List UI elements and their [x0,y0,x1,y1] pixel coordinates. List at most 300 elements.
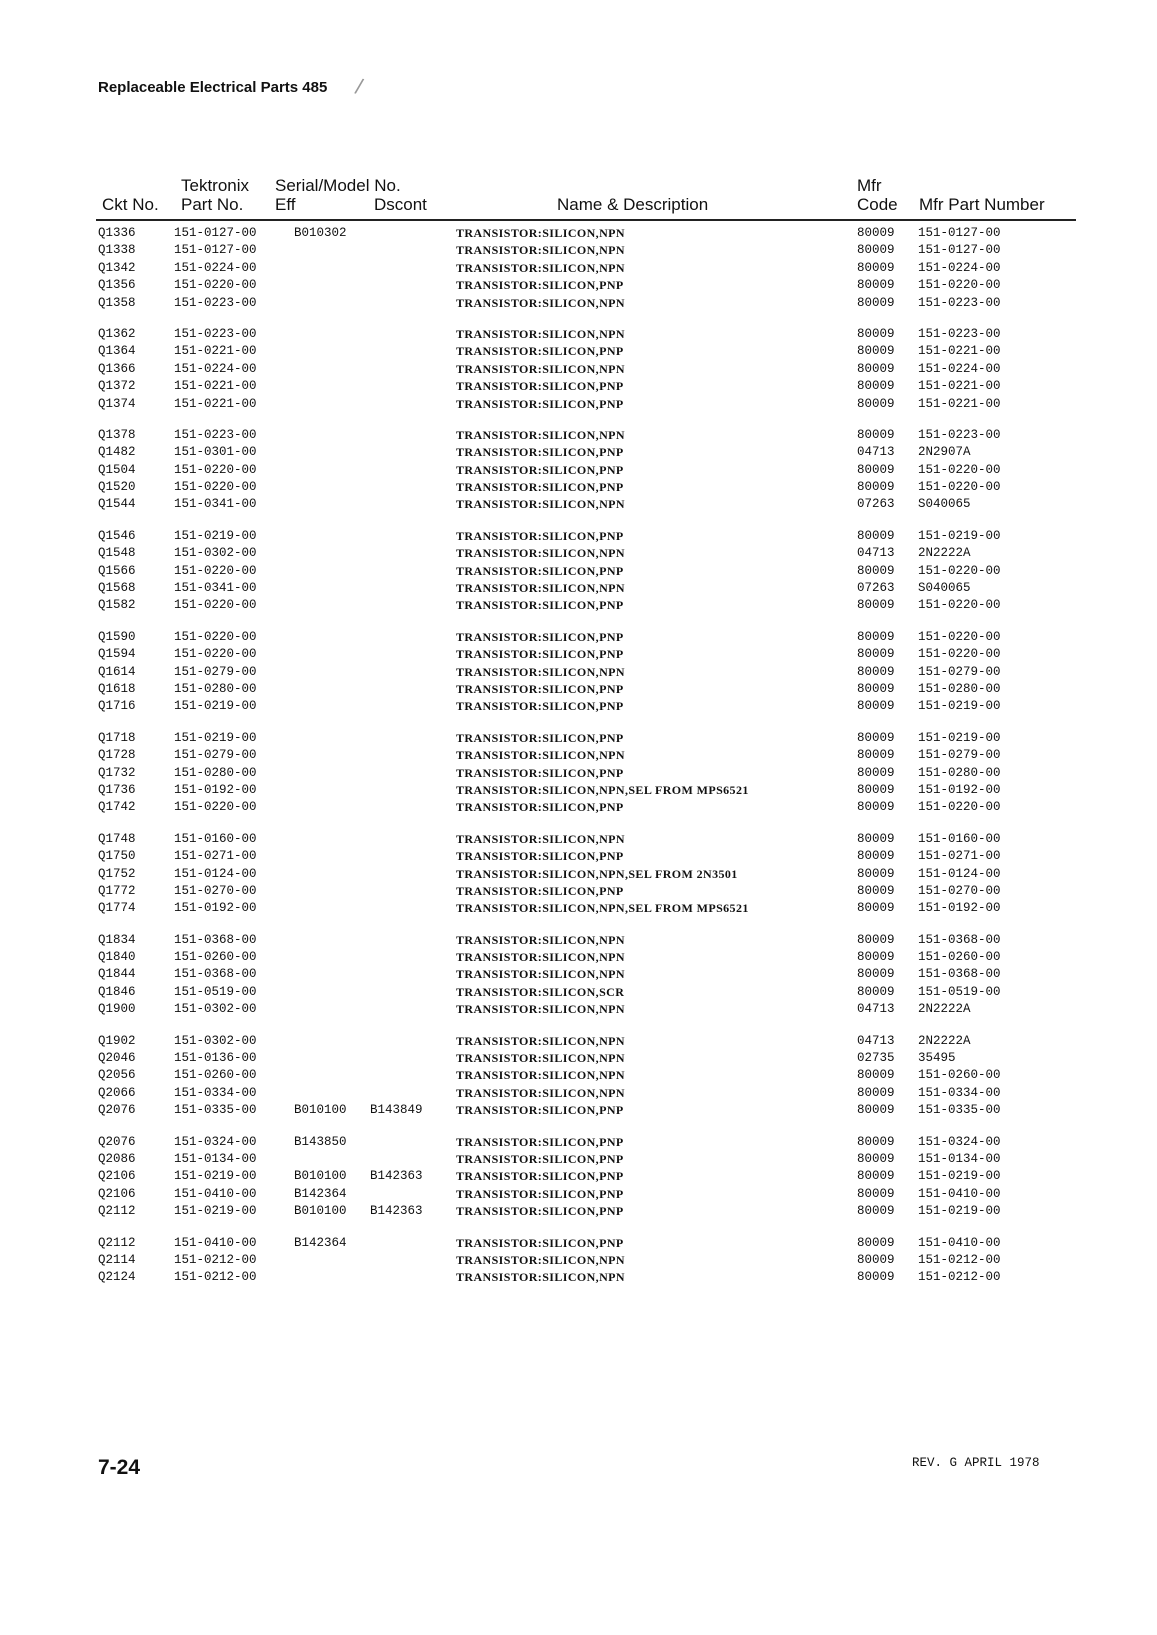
description-cell: TRANSISTOR:SILICON,NPN [456,932,625,947]
ckt-no-cell: Q2086 [98,1151,136,1166]
header-divider [96,219,1076,221]
part-no-cell: 151-0223-00 [174,326,257,341]
table-row [0,327,1157,344]
mfr-code-cell: 80009 [857,1085,895,1100]
eff-serial-cell: B010100 [294,1169,347,1184]
eff-serial-cell: B010100 [294,1204,347,1219]
row-group [0,1034,1157,1121]
part-no-cell: 151-0519-00 [174,984,257,999]
mfr-part-number-cell: 151-0124-00 [918,866,1001,881]
mfr-part-number-cell: 151-0223-00 [918,427,1001,442]
description-cell: TRANSISTOR:SILICON,NPN [456,664,625,679]
mfr-code-cell: 80009 [857,563,895,578]
table-row [0,1103,1157,1120]
ckt-no-cell: Q1504 [98,462,136,477]
col-header-name-description: Name & Description [557,195,709,214]
col-header-part-no: Part No. [181,195,244,214]
mfr-part-number-cell: 151-0279-00 [918,664,1001,679]
mfr-code-cell: 80009 [857,1151,895,1166]
mfr-code-cell: 80009 [857,1186,895,1201]
ckt-no-cell: Q1718 [98,730,136,745]
description-cell: TRANSISTOR:SILICON,NPN [456,295,625,310]
table-row [0,832,1157,849]
mfr-code-cell: 80009 [857,462,895,477]
table-row [0,901,1157,918]
mfr-part-number-cell: 151-0220-00 [918,462,1001,477]
description-cell: TRANSISTOR:SILICON,PNP [456,480,624,495]
table-row [0,546,1157,563]
table-row [0,397,1157,414]
table-row [0,884,1157,901]
ckt-no-cell: Q1366 [98,361,136,376]
mfr-part-number-cell: 151-0212-00 [918,1270,1001,1285]
ckt-no-cell: Q1590 [98,629,136,644]
part-no-cell: 151-0224-00 [174,361,257,376]
mfr-code-cell: 80009 [857,831,895,846]
mfr-code-cell: 80009 [857,1252,895,1267]
table-row [0,849,1157,866]
mfr-part-number-cell: 151-0280-00 [918,681,1001,696]
part-no-cell: 151-0136-00 [174,1051,257,1066]
mfr-code-cell: 80009 [857,932,895,947]
pen-mark: / [352,73,366,100]
mfr-code-cell: 80009 [857,967,895,982]
mfr-code-cell: 80009 [857,396,895,411]
table-row [0,1002,1157,1019]
part-no-cell: 151-0270-00 [174,883,257,898]
part-no-cell: 151-0302-00 [174,1002,257,1017]
mfr-code-cell: 80009 [857,528,895,543]
mfr-part-number-cell: 151-0219-00 [918,730,1001,745]
mfr-code-cell: 80009 [857,1235,895,1250]
ckt-no-cell: Q1336 [98,226,136,240]
description-cell: TRANSISTOR:SILICON,NPN [456,1252,625,1267]
ckt-no-cell: Q2124 [98,1270,136,1285]
table-row [0,682,1157,699]
table-row [0,967,1157,984]
description-cell: TRANSISTOR:SILICON,SCR [456,984,625,999]
mfr-code-cell: 80009 [857,883,895,898]
row-group [0,428,1157,515]
part-no-cell: 151-0220-00 [174,800,257,815]
mfr-code-cell: 80009 [857,730,895,745]
mfr-code-cell: 80009 [857,1068,895,1083]
table-row [0,497,1157,514]
part-no-cell: 151-0221-00 [174,379,257,394]
mfr-part-number-cell: 151-0271-00 [918,849,1001,864]
mfr-part-number-cell: 151-0219-00 [918,699,1001,714]
description-cell: TRANSISTOR:SILICON,PNP [456,629,624,644]
mfr-code-cell: 80009 [857,984,895,999]
mfr-part-number-cell: 151-0220-00 [918,480,1001,495]
description-cell: TRANSISTOR:SILICON,PNP [456,1134,624,1149]
part-no-cell: 151-0334-00 [174,1085,257,1100]
description-cell: TRANSISTOR:SILICON,PNP [456,396,624,411]
part-no-cell: 151-0124-00 [174,866,257,881]
part-no-cell: 151-0341-00 [174,497,257,512]
col-header-ckt-no: Ckt No. [102,195,159,214]
dscont-serial-cell: B142363 [370,1204,423,1219]
table-row [0,1051,1157,1068]
ckt-no-cell: Q1594 [98,647,136,662]
mfr-part-number-cell: 151-0127-00 [918,226,1001,240]
table-row [0,783,1157,800]
table-row [0,344,1157,361]
table-row [0,950,1157,967]
ckt-no-cell: Q2056 [98,1068,136,1083]
description-cell: TRANSISTOR:SILICON,NPN [456,243,625,258]
part-no-cell: 151-0192-00 [174,901,257,916]
mfr-part-number-cell: 151-0368-00 [918,967,1001,982]
table-row [0,1152,1157,1169]
ckt-no-cell: Q1748 [98,831,136,846]
col-header-tektronix: Tektronix [181,176,250,195]
table-row [0,1270,1157,1287]
mfr-code-cell: 80009 [857,765,895,780]
mfr-part-number-cell: 151-0220-00 [918,598,1001,613]
table-row [0,362,1157,379]
mfr-part-number-cell: 151-0160-00 [918,831,1001,846]
ckt-no-cell: Q1736 [98,782,136,797]
revision-date: REV. G APRIL 1978 [912,1456,1040,1470]
part-no-cell: 151-0212-00 [174,1252,257,1267]
ckt-no-cell: Q1752 [98,866,136,881]
ckt-no-cell: Q1900 [98,1002,136,1017]
ckt-no-cell: Q1566 [98,563,136,578]
part-no-cell: 151-0219-00 [174,730,257,745]
row-group [0,1236,1157,1288]
table-row [0,1187,1157,1204]
part-no-cell: 151-0368-00 [174,932,257,947]
mfr-part-number-cell: 151-0134-00 [918,1151,1001,1166]
mfr-code-cell: 80009 [857,344,895,359]
description-cell: TRANSISTOR:SILICON,NPN [456,831,625,846]
ckt-no-cell: Q1544 [98,497,136,512]
part-no-cell: 151-0260-00 [174,1068,257,1083]
part-no-cell: 151-0220-00 [174,563,257,578]
part-no-cell: 151-0410-00 [174,1186,257,1201]
ckt-no-cell: Q1902 [98,1033,136,1048]
part-no-cell: 151-0280-00 [174,681,257,696]
description-cell: TRANSISTOR:SILICON,NPN [456,260,625,275]
mfr-code-cell: 80009 [857,295,895,310]
ckt-no-cell: Q1582 [98,598,136,613]
description-cell: TRANSISTOR:SILICON,NPN [456,1068,625,1083]
table-row [0,1169,1157,1186]
description-cell: TRANSISTOR:SILICON,PNP [456,1204,624,1219]
description-cell: TRANSISTOR:SILICON,NPN,SEL FROM MPS6521 [456,901,749,916]
row-group [0,731,1157,818]
mfr-code-cell: 80009 [857,598,895,613]
mfr-part-number-cell: 151-0224-00 [918,260,1001,275]
part-no-cell: 151-0271-00 [174,849,257,864]
table-row [0,296,1157,313]
part-no-cell: 151-0220-00 [174,462,257,477]
row-group [0,832,1157,919]
row-group [0,327,1157,414]
part-no-cell: 151-0302-00 [174,1033,257,1048]
mfr-code-cell: 07263 [857,581,895,596]
description-cell: TRANSISTOR:SILICON,NPN [456,950,625,965]
col-header-code: Code [857,195,898,214]
mfr-code-cell: 80009 [857,278,895,293]
eff-serial-cell: B142364 [294,1186,347,1201]
ckt-no-cell: Q2114 [98,1252,136,1267]
description-cell: TRANSISTOR:SILICON,PNP [456,883,624,898]
part-no-cell: 151-0192-00 [174,782,257,797]
part-no-cell: 151-0219-00 [174,528,257,543]
ckt-no-cell: Q1546 [98,528,136,543]
description-cell: TRANSISTOR:SILICON,PNP [456,462,624,477]
table-row [0,665,1157,682]
description-cell: TRANSISTOR:SILICON,PNP [456,598,624,613]
mfr-part-number-cell: 151-0224-00 [918,361,1001,376]
ckt-no-cell: Q1772 [98,883,136,898]
mfr-part-number-cell: 151-0221-00 [918,379,1001,394]
mfr-part-number-cell: 2N2222A [918,546,971,561]
description-cell: TRANSISTOR:SILICON,NPN [456,967,625,982]
mfr-code-cell: 04713 [857,1033,895,1048]
ckt-no-cell: Q1482 [98,445,136,460]
part-no-cell: 151-0220-00 [174,480,257,495]
table-row [0,581,1157,598]
table-row [0,800,1157,817]
part-no-cell: 151-0160-00 [174,831,257,846]
part-no-cell: 151-0220-00 [174,598,257,613]
mfr-code-cell: 80009 [857,699,895,714]
description-cell: TRANSISTOR:SILICON,PNP [456,379,624,394]
ckt-no-cell: Q1338 [98,243,136,258]
mfr-code-cell: 80009 [857,849,895,864]
table-row [0,933,1157,950]
part-no-cell: 151-0220-00 [174,629,257,644]
description-cell: TRANSISTOR:SILICON,PNP [456,699,624,714]
description-cell: TRANSISTOR:SILICON,PNP [456,647,624,662]
mfr-part-number-cell: 151-0410-00 [918,1235,1001,1250]
mfr-code-cell: 80009 [857,681,895,696]
mfr-part-number-cell: 2N2222A [918,1033,971,1048]
ckt-no-cell: Q2106 [98,1169,136,1184]
ckt-no-cell: Q1774 [98,901,136,916]
table-row [0,379,1157,396]
description-cell: TRANSISTOR:SILICON,NPN,SEL FROM 2N3501 [456,866,738,881]
dscont-serial-cell: B142363 [370,1169,423,1184]
mfr-part-number-cell: 151-0220-00 [918,629,1001,644]
mfr-code-cell: 80009 [857,647,895,662]
ckt-no-cell: Q1378 [98,427,136,442]
col-header-mfr: Mfr [857,176,882,195]
table-row [0,867,1157,884]
mfr-code-cell: 04713 [857,546,895,561]
description-cell: TRANSISTOR:SILICON,NPN [456,1085,625,1100]
mfr-part-number-cell: 2N2222A [918,1002,971,1017]
mfr-code-cell: 80009 [857,1270,895,1285]
ckt-no-cell: Q1520 [98,480,136,495]
mfr-part-number-cell: 151-0219-00 [918,1169,1001,1184]
table-row [0,1086,1157,1103]
mfr-code-cell: 80009 [857,748,895,763]
mfr-code-cell: 02735 [857,1051,895,1066]
ckt-no-cell: Q1358 [98,295,136,310]
mfr-code-cell: 80009 [857,782,895,797]
mfr-part-number-cell: 151-0368-00 [918,932,1001,947]
mfr-code-cell: 04713 [857,1002,895,1017]
description-cell: TRANSISTOR:SILICON,NPN [456,326,625,341]
part-no-cell: 151-0301-00 [174,445,257,460]
ckt-no-cell: Q2076 [98,1134,136,1149]
eff-serial-cell: B143850 [294,1134,347,1149]
part-no-cell: 151-0280-00 [174,765,257,780]
description-cell: TRANSISTOR:SILICON,PNP [456,344,624,359]
part-no-cell: 151-0223-00 [174,295,257,310]
part-no-cell: 151-0279-00 [174,664,257,679]
part-no-cell: 151-0224-00 [174,260,257,275]
mfr-code-cell: 80009 [857,866,895,881]
table-row [0,731,1157,748]
description-cell: TRANSISTOR:SILICON,NPN [456,427,625,442]
ckt-no-cell: Q1844 [98,967,136,982]
ckt-no-cell: Q2046 [98,1051,136,1066]
description-cell: TRANSISTOR:SILICON,PNP [456,1103,624,1118]
ckt-no-cell: Q1750 [98,849,136,864]
table-row [0,463,1157,480]
part-no-cell: 151-0335-00 [174,1103,257,1118]
description-cell: TRANSISTOR:SILICON,NPN [456,581,625,596]
description-cell: TRANSISTOR:SILICON,PNP [456,681,624,696]
description-cell: TRANSISTOR:SILICON,NPN [456,748,625,763]
mfr-code-cell: 07263 [857,497,895,512]
table-row [0,598,1157,615]
table-row [0,445,1157,462]
mfr-part-number-cell: 151-0212-00 [918,1252,1001,1267]
part-no-cell: 151-0260-00 [174,950,257,965]
part-no-cell: 151-0127-00 [174,226,257,240]
mfr-part-number-cell: 151-0519-00 [918,984,1001,999]
description-cell: TRANSISTOR:SILICON,NPN [456,546,625,561]
ckt-no-cell: Q1846 [98,984,136,999]
description-cell: TRANSISTOR:SILICON,PNP [456,528,624,543]
ckt-no-cell: Q1614 [98,664,136,679]
mfr-part-number-cell: 151-0270-00 [918,883,1001,898]
mfr-part-number-cell: 151-0223-00 [918,326,1001,341]
ckt-no-cell: Q1362 [98,326,136,341]
dscont-serial-cell: B143849 [370,1103,423,1118]
row-group [0,630,1157,717]
mfr-part-number-cell: 151-0335-00 [918,1103,1001,1118]
table-row [0,1135,1157,1152]
table-row [0,564,1157,581]
ckt-no-cell: Q2066 [98,1085,136,1100]
description-cell: TRANSISTOR:SILICON,PNP [456,1186,624,1201]
ckt-no-cell: Q1728 [98,748,136,763]
mfr-part-number-cell: 151-0219-00 [918,1204,1001,1219]
description-cell: TRANSISTOR:SILICON,PNP [456,1235,624,1250]
eff-serial-cell: B010100 [294,1103,347,1118]
ckt-no-cell: Q1840 [98,950,136,965]
description-cell: TRANSISTOR:SILICON,NPN,SEL FROM MPS6521 [456,782,749,797]
mfr-part-number-cell: 151-0280-00 [918,765,1001,780]
mfr-part-number-cell: 151-0223-00 [918,295,1001,310]
mfr-code-cell: 80009 [857,901,895,916]
mfr-part-number-cell: 151-0219-00 [918,528,1001,543]
table-row [0,428,1157,445]
part-no-cell: 151-0341-00 [174,581,257,596]
mfr-part-number-cell: 151-0221-00 [918,344,1001,359]
table-row [0,261,1157,278]
mfr-part-number-cell: 2N2907A [918,445,971,460]
mfr-part-number-cell: 151-0221-00 [918,396,1001,411]
mfr-code-cell: 80009 [857,379,895,394]
mfr-part-number-cell: 151-0260-00 [918,1068,1001,1083]
mfr-part-number-cell: 151-0192-00 [918,782,1001,797]
mfr-part-number-cell: 151-0279-00 [918,748,1001,763]
mfr-code-cell: 80009 [857,243,895,258]
mfr-code-cell: 80009 [857,1103,895,1118]
part-no-cell: 151-0220-00 [174,647,257,662]
table-row [0,1034,1157,1051]
part-no-cell: 151-0279-00 [174,748,257,763]
description-cell: TRANSISTOR:SILICON,NPN [456,1033,625,1048]
mfr-part-number-cell: 151-0192-00 [918,901,1001,916]
mfr-part-number-cell: S040065 [918,497,971,512]
page-number: 7-24 [98,1456,141,1479]
mfr-code-cell: 80009 [857,1169,895,1184]
mfr-part-number-cell: 151-0410-00 [918,1186,1001,1201]
table-row [0,1253,1157,1270]
description-cell: TRANSISTOR:SILICON,PNP [456,1169,624,1184]
mfr-code-cell: 80009 [857,664,895,679]
ckt-no-cell: Q2076 [98,1103,136,1118]
eff-serial-cell: B142364 [294,1235,347,1250]
mfr-code-cell: 80009 [857,1134,895,1149]
mfr-part-number-cell: 151-0220-00 [918,563,1001,578]
ckt-no-cell: Q2112 [98,1204,136,1219]
description-cell: TRANSISTOR:SILICON,PNP [456,730,624,745]
table-row [0,985,1157,1002]
row-group [0,226,1157,313]
ckt-no-cell: Q1342 [98,260,136,275]
ckt-no-cell: Q1732 [98,765,136,780]
ckt-no-cell: Q1742 [98,800,136,815]
table-row [0,766,1157,783]
ckt-no-cell: Q1618 [98,681,136,696]
table-row [0,278,1157,295]
description-cell: TRANSISTOR:SILICON,PNP [456,1151,624,1166]
mfr-code-cell: 80009 [857,361,895,376]
description-cell: TRANSISTOR:SILICON,PNP [456,849,624,864]
table-row [0,748,1157,765]
row-group [0,529,1157,616]
part-no-cell: 151-0219-00 [174,1169,257,1184]
ckt-no-cell: Q1356 [98,278,136,293]
part-no-cell: 151-0324-00 [174,1134,257,1149]
mfr-code-cell: 80009 [857,800,895,815]
part-no-cell: 151-0223-00 [174,427,257,442]
ckt-no-cell: Q1568 [98,581,136,596]
mfr-part-number-cell: 151-0127-00 [918,243,1001,258]
mfr-code-cell: 80009 [857,260,895,275]
description-cell: TRANSISTOR:SILICON,NPN [456,497,625,512]
ckt-no-cell: Q1364 [98,344,136,359]
mfr-part-number-cell: S040065 [918,581,971,596]
col-header-serial-model: Serial/Model No. [275,176,401,195]
description-cell: TRANSISTOR:SILICON,PNP [456,445,624,460]
page-title: Replaceable Electrical Parts 485 [98,79,328,96]
ckt-no-cell: Q1834 [98,932,136,947]
row-group [0,1135,1157,1222]
part-no-cell: 151-0212-00 [174,1270,257,1285]
ckt-no-cell: Q1716 [98,699,136,714]
